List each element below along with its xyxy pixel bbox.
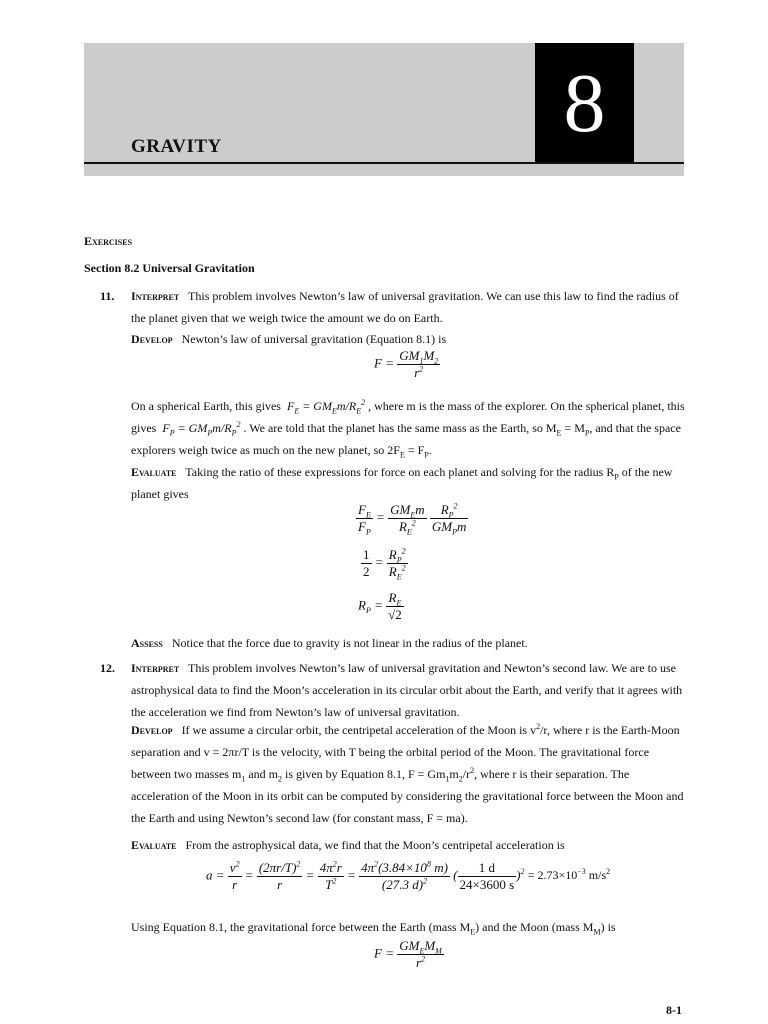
problem-11-evaluate: Evaluate Taking the ratio of these expressions for force on each planet and solving for the radius $R_P$ of the new planet gives [131,465,673,501]
interpret-text: This problem involves Newton’s law of universal gravitation. We can use this law to find the radius of the planet given that we weigh twice the amount we do on Earth. [131,289,679,325]
assess-text: Notice that the force due to gravity is not linear in the radius of the planet. [171,636,528,650]
develop-label: Develop [131,723,173,737]
chapter-number: 8 [535,43,634,164]
chapter-title: GRAVITY [131,136,222,157]
interpret-text: This problem involves Newton’s law of universal gravitation and Newton’s second law. We are to use astrophysical data to find the Moon’s acceleration in its circular orbit about the Earth, and verify that it agrees with the acceleration we find from Newton’s law of universal gravitation. [131,661,683,719]
evaluate-label: Evaluate [131,465,177,479]
problem-12-final: Using Equation 8.1, the gravitational force between the Earth (mass $M_E$) and the Moon (mass $M_M$) is [131,920,616,937]
develop-text-g: , where r is their separation. The acceleration of the Moon in its orbit can be computed by considering the gravitational force between the Moon and the Earth and using Newton’s second law (for constant mass, F = ma). [131,767,684,825]
develop-text-e: m [449,767,459,781]
spherical-text-b: , where m is the mass of the explorer. On the spherical planet, this [368,399,685,413]
equation-force-ratio: $\frac{F_E}{F_P}$ = $\frac{GM_Em}{R_E^2}$ $\frac{R_P^2}{GM_Pm}$ [358,501,467,537]
problem-12-develop: Develop If we assume a circular orbit, the centripetal acceleration of the Moon is $v^2/r$, where r is the Earth-Moon separation and v = 2πr/T is the velocity, with T being the orbital period of the Moon. The gravitational force between two masses $m_1$ and $m_2$ is given by Equation 8.1, $F = Gm_1m_2/r^2$, where r is their separation. The acceleration of the Moon in its orbit can be computed by considering the gravitational force between the Moon and the Earth and using Newton’s second law (for constant mass, F = ma). [131,722,684,825]
problem-11-interpret [131,285,686,329]
interpret-label: Interpret [131,661,180,675]
equation-earth-moon-force: F = $\frac{GM_EM_M}{r^2}$ [374,938,442,970]
develop-text-a: If we assume a circular orbit, the centripetal acceleration of the Moon is v [181,723,537,737]
gives-text-c: and that the space [595,421,681,435]
develop-text: Newton’s law of universal gravitation (Equation 8.1) is [181,332,447,346]
develop-label: Develop [131,332,173,346]
evaluate-text: From the astrophysical data, we find that the Moon’s centripetal acceleration is [185,838,565,852]
exercises-heading: Exercises [84,234,133,248]
gives-text-b: . We are told that the planet has the same mass as the Earth, so M [243,421,557,435]
problem-11-assess [131,632,686,654]
gives-text-a: gives [131,421,157,435]
final-text-b: ) and the Moon (mass M [475,920,594,934]
develop-text-f: /r [462,767,471,781]
acceleration-unit: m/s [588,868,607,883]
equation-radius-result: $R_P$ = $\frac{R_E}{√2}$ [358,590,402,622]
develop-text-d: is given by Equation 8.1, F = Gm [284,767,446,781]
evaluate-text: Taking the ratio of these expressions for force on each planet and solving for the radius R [185,465,615,479]
equation-centripetal-acceleration: a = $\frac{v^2}{r}$ = $\frac{(2\pi r/T)^2}{r}$ = $\frac{4\pi^2r}{T^2}$ = $\frac{4\pi^2(3.84\times 10^8 m)}{(27.3 d)^2}$ ( $\frac{1 d}{24\times 3600 s}$ )$^2 = 2.73\times 10^{-3}$ $m/s^2$ [206,859,611,892]
equation-half-ratio: $\frac{1}{2}$ = $\frac{R_P^2}{R_E^2}$ [363,546,406,582]
final-text-c: ) is [600,920,616,934]
evaluate-label: Evaluate [131,838,177,852]
develop-text-c: and m [248,767,278,781]
final-text-a: Using Equation 8.1, the gravitational force between the Earth (mass M [131,920,471,934]
explorers-text: explorers weigh twice as much on the new planet, so 2F [131,443,400,457]
problem-12-number: 12. [100,661,115,675]
page-number: 8-1 [666,1003,682,1017]
problem-11-number: 11. [100,289,115,303]
problem-12-interpret [131,657,686,723]
equation-newton-law: F = $\frac{GM_1M_2}{r^2}$ [374,348,439,380]
interpret-label: Interpret [131,289,180,303]
problem-11-develop [131,328,686,350]
develop-text-b: /r, where r is the Earth-Moon separation and v = 2πr/T is the velocity, with T being the orbital period of the Moon. The gravitational force between two masses m [131,723,680,781]
acceleration-exponent: −3 [577,867,586,877]
section-heading: Section 8.2 Universal Gravitation [84,261,255,275]
spherical-text-a: On a spherical Earth, this gives [131,399,281,413]
acceleration-result: = 2.73×10 [527,868,578,883]
assess-label: Assess [131,636,163,650]
problem-11-spherical: On a spherical Earth, this gives $F_E = GM_Em/R_E^2$ , where m is the mass of the explorer. On the spherical planet, this gives $F_P = GM_Pm/R_P^2$ . We are told that the planet has the same mass as the Earth, so $M_E = M_P$, and that the space explorers weigh twice as much on the new planet, so $2F_E = F_P$. [131,398,685,460]
problem-12-evaluate [131,834,686,856]
evaluate-text-b: of the new planet gives [131,465,673,501]
header-rule [84,162,684,164]
